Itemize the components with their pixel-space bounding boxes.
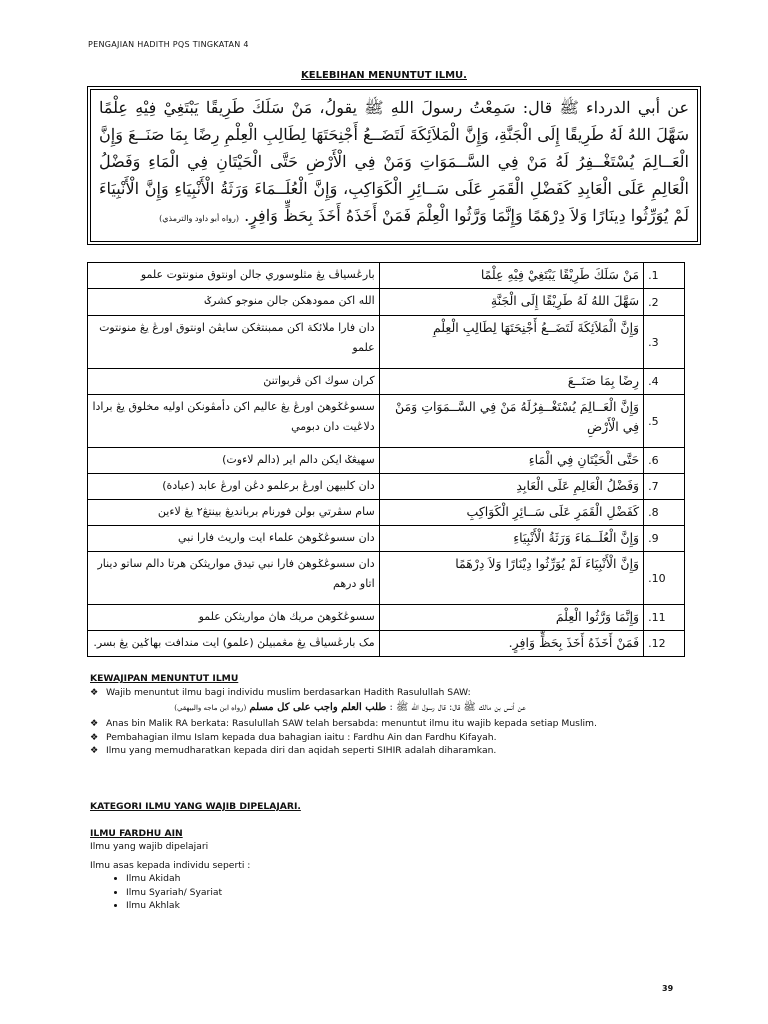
- bullet-text: Ilmu yang memudharatkan kepada diri dan aqidah seperti SIHIR adalah diharamkan.: [106, 745, 497, 756]
- jawi-cell: دان كلبيهن اورڠ برعلمو دڠن اورڠ عابد (عبادة): [88, 474, 380, 500]
- row-number: .12: [644, 631, 685, 657]
- jawi-cell: مک بارڠسياڤ يڠ مڠمبيلڽ (علمو) ايت مندافت بهاݢين يڠ بسر.: [88, 631, 380, 657]
- table-row: [88, 316, 685, 369]
- page-header: PENGAJIAN HADITH PQS TINGKATAN 4: [88, 40, 249, 49]
- page-number: 39: [662, 984, 674, 993]
- jawi-cell: الله اكن ممودهكن جالن منوجو كشرݢ: [88, 289, 380, 316]
- hadith-quote: طلب العلم واجب على كل مسلم: [249, 702, 387, 713]
- kewajipan-section: [90, 672, 700, 758]
- row-number: .1: [644, 263, 685, 289]
- arabic-cell: كَفَضْلِ الْقَمَرِ عَلَى سَــائِرِ الْكَوَاكِبِ: [379, 500, 643, 526]
- table-row: [88, 474, 685, 500]
- row-number: .5: [644, 395, 685, 448]
- diamond-bullet-icon: ❖: [90, 745, 99, 756]
- list-item: • Ilmu Syariah/ Syariat: [126, 886, 690, 900]
- arabic-cell: وَإِنَّ الْمَلاَئِكَةَ لَتَضَــعُ أَجْنِحَتَهَا لِطَالِبِ الْعِلْمِ: [379, 316, 643, 369]
- jawi-cell: دان فارا ملائكة اكن ممبنتڠكن سايڤڽ اونتوق اورڠ يڠ منونتوت علمو: [88, 316, 380, 369]
- terms-table: [87, 262, 685, 657]
- kategori-heading: KATEGORI ILMU YANG WAJIB DIPELAJARI.: [90, 801, 301, 812]
- ilmu-list: [90, 872, 690, 913]
- bullet-text: Anas bin Malik RA berkata: Rasulullah SAW telah bersabda: menuntut ilmu itu wajib kepada setiap Muslim.: [106, 718, 597, 729]
- table-row: [88, 500, 685, 526]
- table-row: [88, 631, 685, 657]
- bullet-text: Wajib menuntut ilmu bagi individu muslim berdasarkan Hadith Rasulullah SAW:: [106, 686, 471, 698]
- row-number: .3: [644, 316, 685, 369]
- bullet-item: [90, 744, 700, 758]
- fardhu-ain-heading: ILMU FARDHU AIN: [90, 827, 183, 839]
- jawi-cell: دان سسوڠݢوهڽ فارا نبي تيدق مواريثكن هرتا دالم ساتو دينار اتاو درهم: [88, 552, 380, 605]
- jawi-cell: سام سڤرتي بولن فورنام برباندیڠ بينتڠ٢ يڠ لاءين: [88, 500, 380, 526]
- hadith-box: [90, 89, 698, 242]
- arabic-cell: رِضًا بِمَا صَنَــعَ: [379, 369, 643, 395]
- row-number: .2: [644, 289, 685, 316]
- kategori-section: [90, 800, 690, 913]
- hadith-prefix: عن أنس بن مالك ﷺ قال: قال رسول الله ﷺ :: [389, 702, 526, 713]
- arabic-cell: وَإِنَّ الْأَنْبِيَاءَ لَمْ يُوَرِّثُوا دِيْنَارًا وَلاَ دِرْهَمًا: [379, 552, 643, 605]
- arabic-cell: وَإِنَّمَا وَرَّثُوا الْعِلْمَ: [379, 605, 643, 631]
- row-number: .9: [644, 526, 685, 552]
- table-row: [88, 263, 685, 289]
- jawi-cell: كران سوك اكن ڤربواتنڽ: [88, 369, 380, 395]
- diamond-bullet-icon: ❖: [90, 686, 99, 698]
- bullet-item: [90, 686, 700, 700]
- row-number: .7: [644, 474, 685, 500]
- row-number: .10: [644, 552, 685, 605]
- row-number: .6: [644, 448, 685, 474]
- row-number: .11: [644, 605, 685, 631]
- kewajipan-heading: KEWAJIPAN MENUNTUT ILMU: [90, 673, 239, 684]
- row-number: .4: [644, 369, 685, 395]
- diamond-bullet-icon: ❖: [90, 718, 99, 729]
- jawi-cell: سهيڠݢ ايكن دالم اير (دالم لاءوت): [88, 448, 380, 474]
- hadith-source: (رواه ابن ماجه والبيهقي): [174, 704, 247, 712]
- arabic-cell: وَإِنَّ الْعَــالِمَ يُسْتَغْــفِرُلَهُ مَنْ فِي السَّــمَوَاتِ وَمَنْ فِي الْأَرْضِ: [379, 395, 643, 448]
- row-number: .8: [644, 500, 685, 526]
- list-item: • Ilmu Akidah: [126, 872, 690, 886]
- table-row: [88, 395, 685, 448]
- bullet-item: [90, 731, 700, 745]
- kategori-line: Ilmu yang wajib dipelajari: [90, 841, 209, 852]
- arabic-cell: وَفَضْلُ الْعَالِمِ عَلَى الْعَابِدِ: [379, 474, 643, 500]
- arabic-cell: فَمَنْ أَخَذَهُ أَخَذَ بِحَظٍّ وَافِرٍ.: [379, 631, 643, 657]
- jawi-cell: سسوڠݢوهڽ اورڠ يڠ عاليم اكن دأمڤونكن اوليه مخلوق يڠ برادا دلاڠيت دان دبومي: [88, 395, 380, 448]
- table-row: [88, 448, 685, 474]
- hadith-source: (رواه أبو داود والترمذي): [159, 214, 240, 223]
- table-row: [88, 289, 685, 316]
- jawi-cell: سسوڠݢوهڽ مريك هاڽ مواريثكن علمو: [88, 605, 380, 631]
- table-row: [88, 605, 685, 631]
- jawi-cell: دان سسوڠݢوهڽ علماء ايت واريث فارا نبي: [88, 526, 380, 552]
- kategori-line: Ilmu asas kepada individu seperti :: [90, 859, 251, 871]
- list-item: • Ilmu Akhlak: [126, 899, 690, 913]
- jawi-cell: بارڠسياڤ يڠ مثلوسوري جالن اونتوق منونتوت علمو: [88, 263, 380, 289]
- arabic-hadith-line: [90, 699, 700, 717]
- table-row: [88, 526, 685, 552]
- section-title: KELEBIHAN MENUNTUT ILMU.: [301, 70, 467, 81]
- bullet-item: [90, 717, 700, 731]
- arabic-cell: مَنْ سَلَكَ طَرِيْقًا يَبْتَغِيْ فِيْهِ عِلْمًا: [379, 263, 643, 289]
- hadith-text: عن أبي الدرداء ﷺ قال: سَمِعْتُ رسولَ اللهِ ﷺ يقولُ، مَنْ سَلَكَ طَرِيقًا يَبْتَغِيْ فِيْهِ عِلْمًا سَهَّلَ اللهُ لَهُ طَرِيقًا إِلَى الْجَنَّةِ، وَإِنَّ الْمَلاَئِكَةَ لَتَضَــعُ أَجْنِحَتَهَا لِطَالِبِ الْعِلْمِ رِضًا بِمَا صَنَــعَ وَإِنَّ الْعَــالِمَ يُسْتَغْــفِرُ لَهُ مَنْ فِي السَّــمَوَاتِ وَمَنْ فِي الْأَرْضِ حَتَّى الْحَيْتَانِ فِي الْمَاءِ وَفَضْلُ الْعَالِمِ عَلَى الْعَابِدِ كَفَضْلِ الْقَمَرِ عَلَى سَــائِرِ الْكَوَاكِبِ، وَإِنَّ الْعُلَــمَاءَ وَرَثَةُ الْأَنْبِيَاءِ وَإِنَّ الْأَنْبِيَاءَ لَمْ يُوَرِّثُوا دِينَارًا وَلاَ دِرْهَمًا وَإِنَّمَا وَرَّثُوا الْعِلْمَ فَمَنْ أَخَذَهُ أَخَذَ بِحَظٍّ وَافِرٍ.: [99, 98, 690, 225]
- table-row: [88, 552, 685, 605]
- arabic-cell: سَهَّلَ اللهُ لَهُ طَرِيْقًا إِلَى الْجَنَّةِ: [379, 289, 643, 316]
- diamond-bullet-icon: ❖: [90, 731, 99, 743]
- bullet-text: Pembahagian ilmu Islam kepada dua bahagian iaitu : Fardhu Ain dan Fardhu Kifayah.: [106, 731, 497, 743]
- table-row: [88, 369, 685, 395]
- arabic-cell: حَتَّى الْحَيْتَانِ فِي الْمَاءِ: [379, 448, 643, 474]
- arabic-cell: وَإِنَّ الْعُلَــمَاءَ وَرَثَةُ الْأَنْبِيَاءِ: [379, 526, 643, 552]
